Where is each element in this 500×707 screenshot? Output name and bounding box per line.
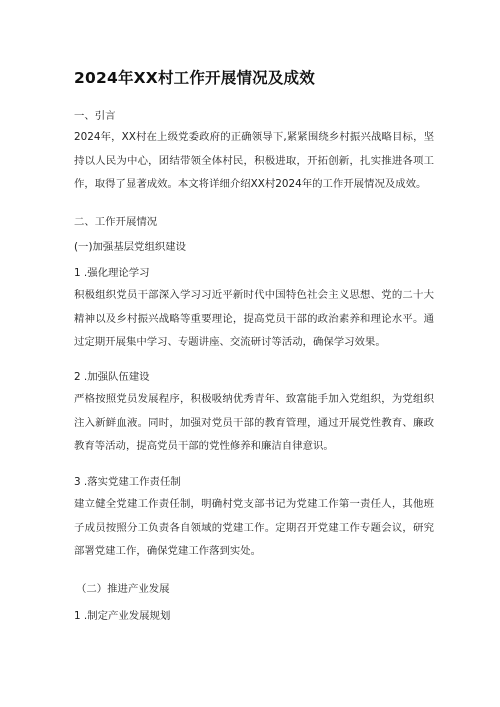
item-heading-theory-study: 1 .强化理论学习 [74, 267, 150, 279]
team-building-paragraph: 严格按照党员发展程序，积极吸纳优秀青年、致富能手加入党组织，为党组织注入新鲜血液。同时，加强对党员干部的教育管理，通过开展党性教育、廉政教育等活动，提高党员干部的党性修养和廉洁自律意识。 [74, 393, 434, 452]
document-title: 2024年XX村工作开展情况及成效 [74, 69, 315, 87]
subsection-heading-industry: （二）推进产业发展 [76, 583, 170, 595]
item-heading-responsibility: 3 .落实党建工作责任制 [74, 476, 181, 488]
section-heading-introduction: 一、引言 [74, 110, 116, 122]
section-heading-work: 二、工作开展情况 [74, 216, 158, 228]
responsibility-paragraph: 建立健全党建工作责任制，明确村党支部书记为党建工作第一责任人，其他班子成员按照分工负责各自领域的党建工作。定期召开党建工作专题会议，研究部署党建工作，确保党建工作落到实处。 [74, 498, 434, 557]
theory-study-paragraph: 积极组织党员干部深入学习习近平新时代中国特色社会主义思想、党的二十大精神以及乡村振兴战略等重要理论，提高党员干部的政治素养和理论水平。通过定期开展集中学习、专题讲座、交流研讨等活动，确保学习效果。 [74, 289, 434, 348]
subsection-heading-party-building: (一)加强基层党组织建设 [74, 241, 187, 253]
introduction-paragraph: 2024年，XX村在上级党委政府的正确领导下,紧紧围绕乡村振兴战略目标，坚持以人民为中心，团结带领全体村民，积极进取，开拓创新，扎实推进各项工作，取得了显著成效。本文将详细介绍XX村2024年的工作开展情况及成效。 [74, 131, 434, 190]
item-heading-team-building: 2 .加强队伍建设 [74, 371, 150, 383]
item-heading-industry-plan: 1 .制定产业发展规划 [74, 610, 171, 622]
